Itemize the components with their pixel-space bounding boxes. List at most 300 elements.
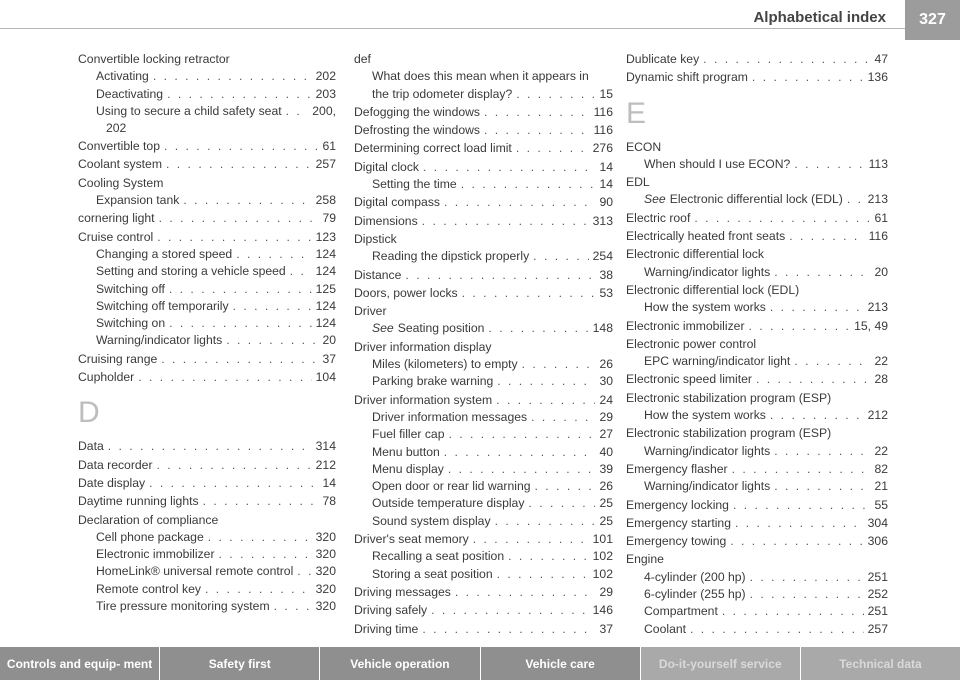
entry-page-number: 15 <box>599 86 613 101</box>
index-entry <box>354 602 613 619</box>
index-subentry <box>626 603 888 620</box>
page-number: 327 <box>905 0 960 40</box>
entry-label: 6-cylinder (255 hp) <box>644 587 746 602</box>
section-tab[interactable]: Safety first <box>159 647 319 680</box>
entry-page-number: 79 <box>322 211 336 226</box>
entry-label: Data recorder <box>78 457 153 472</box>
dot-leader <box>444 194 595 211</box>
entry-label: Emergency flasher <box>626 461 728 476</box>
entry-label: Driving time <box>354 621 419 636</box>
dot-leader <box>516 140 589 157</box>
entry-page-number: 22 <box>874 443 888 458</box>
index-entry <box>354 584 613 601</box>
dot-leader <box>531 409 595 426</box>
entry-page-number: 101 <box>592 532 613 547</box>
entry-page-number: 61 <box>322 139 336 154</box>
index-entry <box>354 621 613 638</box>
dot-leader <box>694 210 870 227</box>
index-subentry <box>354 356 613 373</box>
dot-leader <box>226 332 318 349</box>
entry-page-number: 61 <box>874 210 888 225</box>
dot-leader <box>730 533 863 550</box>
index-entry <box>354 122 613 139</box>
entry-page-number: 251 <box>867 604 888 619</box>
index-subentry <box>626 299 888 316</box>
entry-page-number: 55 <box>874 497 888 512</box>
entry-page-number: 29 <box>599 584 613 599</box>
entry-page-number: 306 <box>867 534 888 549</box>
entry-label: Convertible top <box>78 139 160 154</box>
entry-label: cornering light <box>78 211 155 226</box>
entry-label: Coolant system <box>78 157 162 172</box>
index-subentry <box>626 569 888 586</box>
dot-leader <box>774 478 870 495</box>
entry-page-number: 254 <box>592 249 613 264</box>
index-column-2 <box>354 50 613 638</box>
dot-leader <box>236 246 311 263</box>
dot-leader <box>405 267 595 284</box>
entry-label: Switching off temporarily <box>96 298 229 313</box>
index-entry <box>78 438 336 455</box>
entry-label: Dublicate key <box>626 52 700 66</box>
entry-label: Electronic stabilization program (ESP) <box>626 426 832 441</box>
entry-label: Outside temperature display <box>372 496 525 511</box>
entry-label: Electrically heated front seats <box>626 229 786 244</box>
entry-page-number: 113 <box>868 156 888 171</box>
dot-leader <box>448 461 596 478</box>
entry-label: Doors, power locks <box>354 285 458 300</box>
entry-page-number: 257 <box>867 621 888 636</box>
entry-page-number: 212 <box>315 457 336 472</box>
entry-label: Engine <box>626 552 664 567</box>
entry-page-number: 102 <box>592 566 613 581</box>
entry-page-number: 320 <box>315 547 336 562</box>
entry-label: Digital compass <box>354 195 441 210</box>
entry-label: Setting the time <box>372 177 457 192</box>
entry-label: Digital clock <box>354 159 420 174</box>
dot-leader <box>770 299 864 316</box>
index-entry <box>626 515 888 532</box>
index-subentry <box>354 566 613 583</box>
entry-page-number: 124 <box>315 298 336 313</box>
section-tab[interactable]: Do-it-yourself service <box>640 647 800 680</box>
entry-page-number: 320 <box>315 529 336 544</box>
dot-leader <box>750 586 864 603</box>
entry-page-number: 29 <box>599 409 613 424</box>
index-entry <box>626 69 888 86</box>
entry-page-number: 22 <box>874 354 888 369</box>
index-subentry <box>78 546 336 563</box>
dot-leader <box>533 248 588 265</box>
index-entry <box>354 267 613 284</box>
index-subentry <box>354 548 613 565</box>
dot-leader <box>431 602 589 619</box>
dot-leader <box>286 103 309 120</box>
entry-page-number: 39 <box>599 461 613 476</box>
entry-label: 4-cylinder (200 hp) <box>644 569 746 584</box>
entry-page-number: 257 <box>315 157 336 172</box>
entry-label: Recalling a seat position <box>372 549 505 564</box>
entry-page-number: 21 <box>874 479 888 494</box>
dot-leader <box>297 563 311 580</box>
entry-label: Electronic immobilizer <box>96 547 215 562</box>
index-entry <box>354 303 613 320</box>
index-entry <box>626 139 888 156</box>
dot-leader <box>508 548 589 565</box>
dot-leader <box>169 315 312 332</box>
entry-page-number: 104 <box>315 370 336 385</box>
dot-leader <box>516 86 595 103</box>
entry-label: Warning/indicator lights <box>96 333 223 348</box>
dot-leader <box>497 566 589 583</box>
entry-label: Electronic differential lock <box>626 247 764 262</box>
dot-leader <box>495 513 596 530</box>
entry-label: Distance <box>354 267 402 282</box>
entry-page-number: 258 <box>315 193 336 208</box>
entry-page-number: 203 <box>315 86 336 101</box>
index-subentry <box>354 444 613 461</box>
dot-leader <box>484 122 590 139</box>
entry-label: Electronic stabilization program (ESP) <box>626 390 832 405</box>
dot-leader <box>735 515 864 532</box>
entry-page-number: 28 <box>874 372 888 387</box>
entry-label: Electronic power control <box>626 336 757 351</box>
dot-leader <box>205 581 312 598</box>
index-subentry <box>78 86 336 103</box>
dot-leader <box>183 192 311 209</box>
entry-page-number: 47 <box>874 52 888 66</box>
header-divider <box>0 28 960 29</box>
section-nav-bar <box>0 647 960 680</box>
dot-leader <box>169 281 312 298</box>
index-subentry <box>354 513 613 530</box>
dot-leader <box>455 584 596 601</box>
entry-page-number: 82 <box>874 461 888 476</box>
dot-leader <box>161 351 318 368</box>
entry-label: Convertible locking retractor <box>78 52 230 66</box>
index-entry <box>354 339 613 356</box>
dot-leader <box>770 407 864 424</box>
dot-leader <box>422 213 589 230</box>
entry-label: Daytime running lights <box>78 494 199 509</box>
entry-page-number: 14 <box>599 177 613 192</box>
index-subentry <box>626 586 888 603</box>
entry-label: def <box>354 52 371 66</box>
index-entry <box>626 174 888 191</box>
dot-leader <box>138 369 311 386</box>
index-subentry <box>354 478 613 495</box>
index-entry <box>626 51 888 68</box>
index-subentry <box>354 320 613 337</box>
index-entry <box>78 351 336 368</box>
entry-label: Data <box>78 439 104 454</box>
dot-leader <box>166 156 312 173</box>
entry-page-number: 14 <box>599 159 613 174</box>
entry-label: Warning/indicator lights <box>644 479 771 494</box>
entry-page-number: 116 <box>868 229 888 244</box>
index-subentry <box>354 86 613 103</box>
entry-label: Tire pressure monitoring system <box>96 599 270 614</box>
dot-leader <box>149 475 318 492</box>
entry-label: Driving safely <box>354 603 428 618</box>
index-entry <box>78 175 336 192</box>
dot-leader <box>484 104 590 121</box>
index-subentry <box>78 598 336 615</box>
dot-leader <box>847 191 864 208</box>
entry-label: Driver information system <box>354 392 493 407</box>
index-subentry <box>78 246 336 263</box>
dot-leader <box>423 159 595 176</box>
section-tab[interactable]: Vehicle operation <box>319 647 479 680</box>
entry-page-number: 252 <box>867 587 888 602</box>
index-subentry <box>78 192 336 209</box>
dot-leader <box>794 156 864 173</box>
index-entry <box>626 318 888 335</box>
entry-label: Cupholder <box>78 370 135 385</box>
index-entry <box>626 210 888 227</box>
dot-leader <box>733 497 870 514</box>
entry-label: Defogging the windows <box>354 104 481 119</box>
dot-leader <box>274 598 312 615</box>
entry-page-number: 90 <box>599 195 613 210</box>
section-letter: E <box>626 96 647 130</box>
entry-label: What does this mean when it appears in <box>372 69 589 84</box>
entry-label: Coolant <box>644 621 687 636</box>
index-entry <box>354 285 613 302</box>
entry-label: Driver information messages <box>372 409 528 424</box>
index-entry <box>78 493 336 510</box>
entry-page-number: 38 <box>599 267 613 282</box>
dot-leader <box>233 298 312 315</box>
index-entry <box>626 533 888 550</box>
index-entry <box>78 138 336 155</box>
index-entry <box>626 228 888 245</box>
index-entry <box>354 104 613 121</box>
entry-page-number: 102 <box>592 549 613 564</box>
entry-label: Compartment <box>644 604 718 619</box>
index-subentry <box>626 264 888 281</box>
entry-page-number: 20 <box>874 264 888 279</box>
entry-label: Driver information display <box>354 339 492 354</box>
section-tab[interactable]: Technical data <box>800 647 960 680</box>
dot-leader <box>203 493 319 510</box>
entry-label: Cruising range <box>78 351 158 366</box>
section-letter: D <box>78 396 100 430</box>
index-entry <box>626 551 888 568</box>
entry-label: Electronic speed limiter <box>626 372 752 387</box>
entry-page-number: 313 <box>592 213 613 228</box>
index-subentry <box>78 68 336 85</box>
entry-label: ECON <box>626 139 662 154</box>
index-subentry <box>78 332 336 349</box>
dot-leader <box>473 531 589 548</box>
index-entry <box>78 210 336 227</box>
entry-page-number: 26 <box>599 479 613 494</box>
dot-leader <box>756 371 870 388</box>
index-entry <box>78 369 336 386</box>
entry-page-number: 200, <box>312 103 336 118</box>
index-subentry <box>626 156 888 173</box>
dot-leader <box>157 229 311 246</box>
entry-label: Open door or rear lid warning <box>372 479 531 494</box>
entry-label: Storing a seat position <box>372 566 493 581</box>
entry-label: Determining correct load limit <box>354 141 512 156</box>
index-entry <box>78 457 336 474</box>
entry-label: Dynamic shift program <box>626 70 748 85</box>
entry-page-number: 123 <box>315 229 336 244</box>
entry-label: Deactivating <box>96 86 164 101</box>
index-entry <box>78 229 336 246</box>
entry-label: Driving messages <box>354 584 451 599</box>
index-entry <box>626 246 888 263</box>
index-entry <box>626 371 888 388</box>
dot-leader <box>732 461 871 478</box>
index-entry <box>354 231 613 248</box>
dot-leader <box>444 444 596 461</box>
entry-label: Electric roof <box>626 210 691 225</box>
entry-page-number: 213 <box>867 192 888 207</box>
entry-page-number: 30 <box>599 374 613 389</box>
entry-label: Expansion tank <box>96 193 180 208</box>
index-subentry <box>354 426 613 443</box>
index-entry <box>626 497 888 514</box>
entry-label: EDL <box>626 175 650 190</box>
index-subentry <box>78 263 336 280</box>
index-entry-continuation: 202 <box>106 121 127 136</box>
see-reference: See <box>372 321 394 336</box>
entry-page-number: 212 <box>867 408 888 423</box>
entry-page-number: 146 <box>592 603 613 618</box>
page-title: Alphabetical index <box>753 9 886 26</box>
entry-label: Fuel filler cap <box>372 427 445 442</box>
dot-leader <box>153 68 312 85</box>
dot-leader <box>522 356 596 373</box>
index-subentry <box>354 409 613 426</box>
entry-page-number: 25 <box>599 496 613 511</box>
entry-label: Defrosting the windows <box>354 123 480 138</box>
index-subentry <box>626 407 888 424</box>
entry-label: Emergency starting <box>626 515 731 530</box>
entry-page-number: 20 <box>322 333 336 348</box>
index-entry <box>78 51 336 68</box>
index-subentry <box>78 563 336 580</box>
index-entry <box>354 392 613 409</box>
dot-leader <box>496 392 595 409</box>
entry-page-number: 276 <box>592 141 613 156</box>
entry-label: How the system works <box>644 408 766 423</box>
index-entry <box>78 156 336 173</box>
entry-page-number: 26 <box>599 357 613 372</box>
entry-label: Menu display <box>372 461 444 476</box>
dot-leader <box>774 443 870 460</box>
entry-page-number: 213 <box>867 300 888 315</box>
index-subentry <box>354 461 613 478</box>
entry-label: Driver <box>354 304 387 319</box>
dot-leader <box>497 373 595 390</box>
entry-label: Electronic differential lock (EDL) <box>669 192 843 207</box>
entry-page-number: 37 <box>599 621 613 636</box>
index-subentry <box>78 529 336 546</box>
entry-label: Miles (kilometers) to empty <box>372 357 518 372</box>
index-entry <box>626 390 888 407</box>
index-column-3 <box>626 50 888 638</box>
entry-label: Electronic immobilizer <box>626 318 745 333</box>
dot-leader <box>528 495 595 512</box>
index-entry <box>354 531 613 548</box>
entry-page-number: 116 <box>593 104 613 119</box>
index-subentry <box>354 248 613 265</box>
index-subentry <box>78 581 336 598</box>
entry-page-number: 148 <box>592 321 613 336</box>
entry-label: Electronic differential lock (EDL) <box>626 282 800 297</box>
entry-label: Seating position <box>397 321 485 336</box>
index-subentry <box>626 478 888 495</box>
index-entry <box>354 213 613 230</box>
dot-leader <box>159 210 319 227</box>
dot-leader <box>290 263 312 280</box>
dot-leader <box>448 426 595 443</box>
entry-page-number: 15, 49 <box>854 318 888 333</box>
section-tab[interactable]: Controls and equip- ment <box>0 647 159 680</box>
entry-label: Emergency locking <box>626 497 729 512</box>
index-entry <box>626 336 888 353</box>
entry-label: Warning/indicator lights <box>644 443 771 458</box>
dot-leader <box>488 320 588 337</box>
dot-leader <box>703 51 870 68</box>
entry-page-number: 40 <box>599 444 613 459</box>
index-subentry <box>626 621 888 638</box>
index-entry <box>354 159 613 176</box>
index-entry <box>626 461 888 478</box>
entry-label: Cell phone package <box>96 529 204 544</box>
entry-label: Parking brake warning <box>372 374 494 389</box>
entry-page-number: 124 <box>315 246 336 261</box>
entry-page-number: 124 <box>315 264 336 279</box>
entry-page-number: 14 <box>322 475 336 490</box>
index-subentry <box>626 443 888 460</box>
entry-label: Using to secure a child safety seat <box>96 103 282 118</box>
entry-page-number: 314 <box>315 439 336 454</box>
entry-label: EPC warning/indicator light <box>644 354 791 369</box>
index-column-1 <box>78 50 336 615</box>
index-entry <box>354 51 613 68</box>
dot-leader <box>750 569 864 586</box>
index-entry <box>78 475 336 492</box>
entry-label: Cruise control <box>78 229 154 244</box>
index-entry <box>78 512 336 529</box>
index-subentry <box>354 68 613 85</box>
dot-leader <box>722 603 864 620</box>
dot-leader <box>749 318 851 335</box>
entry-page-number: 27 <box>599 427 613 442</box>
index-entry <box>626 282 888 299</box>
entry-page-number: 251 <box>867 569 888 584</box>
entry-label: Remote control key <box>96 581 201 596</box>
index-entry <box>354 140 613 157</box>
dot-leader <box>208 529 312 546</box>
dot-leader <box>461 176 596 193</box>
index-subentry <box>78 281 336 298</box>
entry-page-number: 37 <box>322 351 336 366</box>
entry-page-number: 53 <box>599 285 613 300</box>
entry-page-number: 136 <box>867 70 888 85</box>
entry-label: Driver's seat memory <box>354 532 469 547</box>
entry-label: Emergency towing <box>626 534 727 549</box>
entry-page-number: 202 <box>315 69 336 84</box>
entry-label: Cooling System <box>78 175 164 190</box>
section-tab[interactable]: Vehicle care <box>480 647 640 680</box>
dot-leader <box>157 457 312 474</box>
